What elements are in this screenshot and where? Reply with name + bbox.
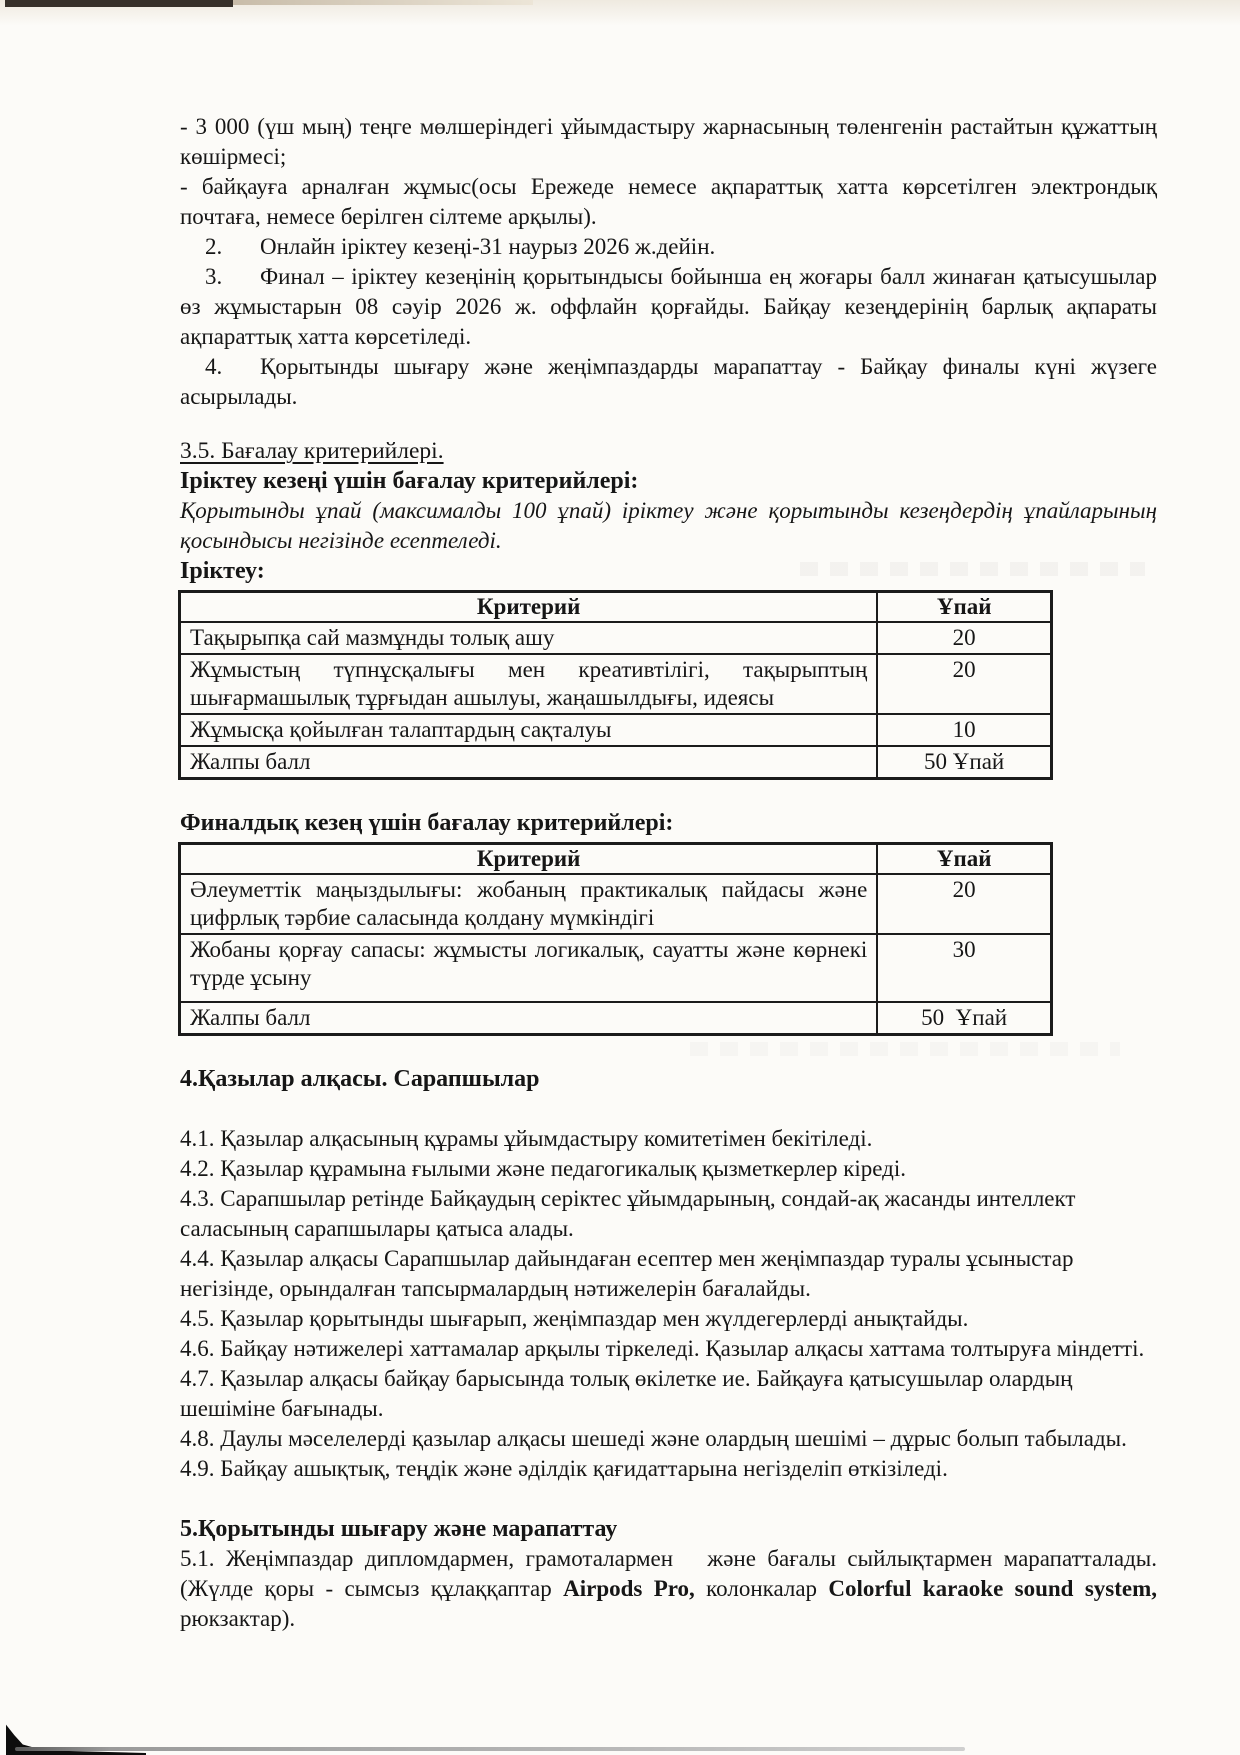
points-column-header: Ұпай: [877, 844, 1051, 875]
jury-item: 4.7. Қазылар алқасы байқау барысында толық өкілетке ие. Байқауға қатысушылар олардың шешіміне бағынады.: [180, 1366, 1073, 1421]
table-row: [180, 746, 1052, 779]
text-segment: колонкалар: [694, 1576, 829, 1601]
points-cell: 20: [877, 654, 1051, 714]
scan-artifact-bottom-line: [15, 1747, 965, 1751]
scan-artifact-top-strip-faint: [233, 0, 533, 5]
text-segment: 5.1. Жеңімпаздар дипломдармен, грамоталармен және бағалы сыйлықтармен марапатталады. (Жүлде қоры - сымсыз құлаққаптар: [180, 1546, 1157, 1601]
document-content: [180, 112, 1157, 1634]
jury-item: 4.3. Сарапшылар ретінде Байқаудың серіктес ұйымдарының, сондай-ақ жасанды интеллект саласының сарапшылары қатыса алады.: [180, 1186, 1076, 1241]
table-body: [180, 874, 1052, 1035]
spacer: [180, 412, 1157, 436]
criteria-column-header: Критерий: [180, 844, 878, 875]
criteria-column-header: Критерий: [180, 592, 878, 623]
awards-paragraph: [180, 1544, 1157, 1634]
jury-item: 4.2. Қазылар құрамына ғылыми және педагогикалық қызметкерлер кіреді.: [180, 1156, 907, 1181]
table-row: [180, 874, 1052, 934]
points-cell: 20: [877, 874, 1051, 934]
criterion-cell: Жалпы балл: [180, 1002, 878, 1035]
table-header-row: [180, 592, 1052, 623]
selection-criteria-table: [178, 590, 1053, 780]
item-number: 4.: [205, 354, 223, 379]
table-row: [180, 622, 1052, 654]
intro-paragraph: 3. Финал – іріктеу кезеңінің қорытындысы бойынша ең жоғары балл жинаған қатысушылар өз жұмыстарын 08 сәуір 2026 ж. оффлайн қорғайды. Байқау кезеңдерінің барлық ақпараты ақпараттық хатта көрсетіледі.: [180, 264, 1157, 349]
points-cell: 10: [877, 714, 1051, 746]
points-cell: 50 Ұпай: [877, 746, 1051, 779]
criterion-cell: Жұмыстың түпнұсқалығы мен креативтілігі, тақырыптың шығармашылық тұрғыдан ашылуы, жаңашылдығы, идеясы: [180, 654, 878, 714]
points-column-header: Ұпай: [877, 592, 1051, 623]
table-row: [180, 654, 1052, 714]
section-3-5-heading: 3.5. Бағалау критерийлері.: [180, 438, 444, 464]
jury-item: 4.9. Байқау ашықтық, теңдік және әділдік қағидаттарына негізделіп өткізіледі.: [180, 1456, 948, 1481]
spacer: [180, 1484, 1157, 1514]
item-number: 2.: [205, 234, 223, 259]
table-head: [180, 844, 1052, 875]
spacer: [180, 1094, 1157, 1124]
jury-item: 4.6. Байқау нәтижелері хаттамалар арқылы тіркеледі. Қазылар алқасы хаттама толтыруға міндетті.: [180, 1336, 1145, 1361]
intro-paragraph: 4. Қорытынды шығару және жеңімпаздарды марапаттау - Байқау финалы күні жүзеге асырылады.: [180, 354, 1157, 409]
criterion-cell: Жалпы балл: [180, 746, 878, 779]
points-cell: 20: [877, 622, 1051, 654]
criterion-cell: Жобаны қорғау сапасы: жұмысты логикалық, сауатты және көрнекі түрде ұсыну: [180, 934, 878, 1002]
jury-item: 4.5. Қазылар қорытынды шығарып, жеңімпаздар мен жүлдегерлерді анықтайды.: [180, 1306, 969, 1331]
section-5-heading: 5.Қорытынды шығару және марапаттау: [180, 1516, 618, 1542]
table-header-row: [180, 844, 1052, 875]
jury-item: 4.8. Даулы мәселелерді қазылар алқасы шешеді және олардың шешімі – дұрыс болып табылады.: [180, 1426, 1127, 1451]
final-criteria-table: [178, 842, 1053, 1036]
jury-item: 4.1. Қазылар алқасының құрамы ұйымдастыру комитетімен бекітіледі.: [180, 1126, 873, 1151]
criterion-cell: Әлеуметтік маңыздылығы: жобаның практикалық пайдасы және цифрлық тәрбие саласында қолдану мүмкіндігі: [180, 874, 878, 934]
intro-paragraphs: [180, 112, 1157, 412]
table-row: [180, 714, 1052, 746]
final-criteria-title: Финалдық кезең үшін бағалау критерийлері:: [180, 810, 674, 836]
selection-criteria-subtitle: Іріктеу кезеңі үшін бағалау критерийлері:: [180, 468, 639, 494]
jury-items: [180, 1124, 1157, 1484]
criterion-cell: Жұмысқа қойылған талаптардың сақталуы: [180, 714, 878, 746]
intro-paragraph: 2. Онлайн іріктеу кезеңі-31 наурыз 2026 ж.дейін.: [180, 232, 1157, 262]
table-row: [180, 1002, 1052, 1035]
text-segment: рюкзактар).: [180, 1606, 296, 1631]
points-cell: 30: [877, 934, 1051, 1002]
scoring-note: Қорытынды ұпай (максималды 100 ұпай) іріктеу және қорытынды кезеңдердің ұпайларының қосындысы негізінде есептеледі.: [180, 498, 1157, 553]
table-row: [180, 934, 1052, 1002]
scan-artifact-top-strip: [5, 0, 233, 7]
text-segment: Colorful karaoke sound system,: [828, 1576, 1157, 1601]
text-segment: Airpods Pro,: [563, 1576, 695, 1601]
section-4-heading: 4.Қазылар алқасы. Сарапшылар: [180, 1066, 540, 1092]
selection-label: Іріктеу:: [180, 558, 265, 584]
criterion-cell: Тақырыпқа сай мазмұнды толық ашу: [180, 622, 878, 654]
table-head: [180, 592, 1052, 623]
table-body: [180, 622, 1052, 779]
points-cell: 50 Ұпай: [877, 1002, 1051, 1035]
item-number: 3.: [205, 264, 223, 289]
jury-item: 4.4. Қазылар алқасы Сарапшылар дайындаған есептер мен жеңімпаздар туралы ұсыныстар негізінде, орындалған тапсырмалардың нәтижелерін бағалайды.: [180, 1246, 1074, 1301]
intro-paragraph: - байқауға арналған жұмыс(осы Ережеде немесе ақпараттық хатта көрсетілген электрондық почтаға, немесе берілген сілтеме арқылы).: [180, 174, 1157, 229]
intro-paragraph: - 3 000 (үш мың) теңге мөлшеріндегі ұйымдастыру жарнасының төленгенін растайтын құжаттың көшірмесі;: [180, 114, 1157, 169]
